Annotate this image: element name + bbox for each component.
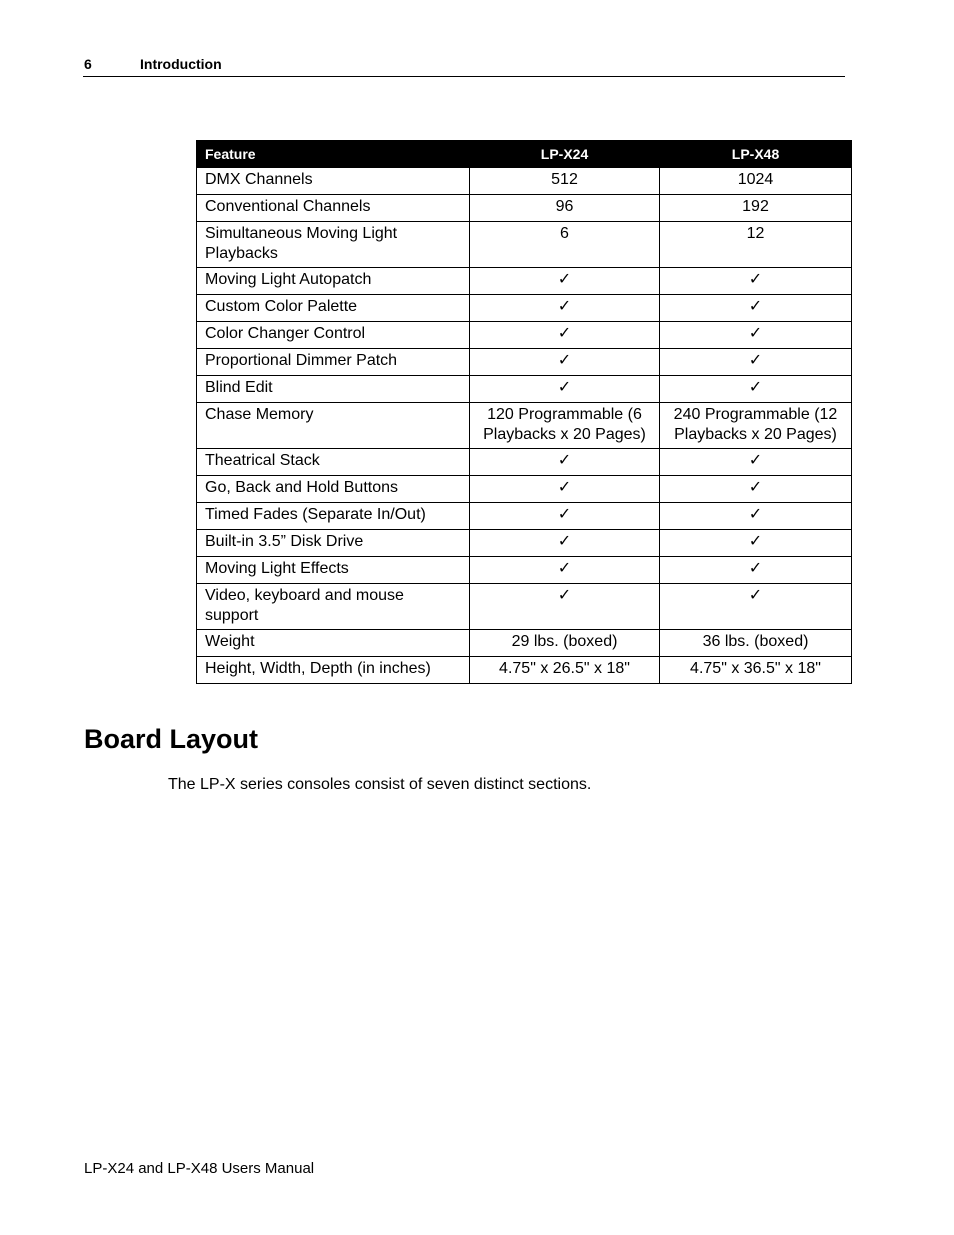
- feature-comparison-table: [196, 140, 852, 684]
- feature-cell: Theatrical Stack: [197, 449, 470, 476]
- lp-x48-cell: ✓: [660, 295, 852, 322]
- feature-cell: Video, keyboard and mouse support: [197, 584, 470, 630]
- table-row: [197, 403, 852, 449]
- table-header-row: [197, 141, 852, 168]
- table-row: [197, 349, 852, 376]
- table-row: [197, 195, 852, 222]
- lp-x48-cell: ✓: [660, 376, 852, 403]
- lp-x24-cell: 96: [470, 195, 660, 222]
- table-row: [197, 268, 852, 295]
- table-row: [197, 630, 852, 657]
- lp-x24-cell: 120 Programmable (6 Playbacks x 20 Pages): [470, 403, 660, 449]
- feature-cell: Conventional Channels: [197, 195, 470, 222]
- lp-x48-cell: ✓: [660, 503, 852, 530]
- lp-x48-cell: 1024: [660, 168, 852, 195]
- feature-cell: Built-in 3.5” Disk Drive: [197, 530, 470, 557]
- lp-x48-cell: 36 lbs. (boxed): [660, 630, 852, 657]
- table-row: [197, 295, 852, 322]
- feature-cell: Weight: [197, 630, 470, 657]
- section-intro: The LP-X series consoles consist of seven distinct sections.: [168, 776, 592, 793]
- lp-x48-cell: ✓: [660, 268, 852, 295]
- table-row: [197, 557, 852, 584]
- lp-x24-cell: ✓: [470, 268, 660, 295]
- lp-x24-cell: 4.75" x 26.5" x 18": [470, 657, 660, 684]
- lp-x48-cell: ✓: [660, 557, 852, 584]
- lp-x24-cell: ✓: [470, 584, 660, 630]
- lp-x24-cell: 29 lbs. (boxed): [470, 630, 660, 657]
- lp-x24-cell: ✓: [470, 449, 660, 476]
- feature-cell: Blind Edit: [197, 376, 470, 403]
- lp-x24-cell: ✓: [470, 376, 660, 403]
- lp-x24-cell: 512: [470, 168, 660, 195]
- feature-cell: Simultaneous Moving Light Playbacks: [197, 222, 470, 268]
- lp-x48-cell: ✓: [660, 349, 852, 376]
- feature-cell: Timed Fades (Separate In/Out): [197, 503, 470, 530]
- lp-x48-cell: 12: [660, 222, 852, 268]
- lp-x24-cell: 6: [470, 222, 660, 268]
- feature-cell: Color Changer Control: [197, 322, 470, 349]
- page-footer: LP-X24 and LP-X48 Users Manual: [84, 1160, 315, 1177]
- lp-x24-cell: ✓: [470, 503, 660, 530]
- lp-x48-cell: ✓: [660, 322, 852, 349]
- lp-x24-cell: ✓: [470, 349, 660, 376]
- page-number: 6: [84, 56, 92, 72]
- lp-x24-cell: ✓: [470, 557, 660, 584]
- table-row: [197, 503, 852, 530]
- feature-cell: DMX Channels: [197, 168, 470, 195]
- lp-x48-cell: 240 Programmable (12 Playbacks x 20 Pages): [660, 403, 852, 449]
- lp-x24-cell: ✓: [470, 476, 660, 503]
- table-row: [197, 449, 852, 476]
- table-row: [197, 657, 852, 684]
- table-row: [197, 530, 852, 557]
- page-header: [83, 55, 845, 77]
- lp-x48-cell: 4.75" x 36.5" x 18": [660, 657, 852, 684]
- feature-cell: Height, Width, Depth (in inches): [197, 657, 470, 684]
- column-header-feature: Feature: [197, 141, 470, 168]
- table-row: [197, 476, 852, 503]
- column-header-lp-x48: LP-X48: [660, 141, 852, 168]
- table-row: [197, 376, 852, 403]
- lp-x48-cell: ✓: [660, 584, 852, 630]
- table-row: [197, 168, 852, 195]
- header-section-name: Introduction: [140, 56, 222, 72]
- lp-x24-cell: ✓: [470, 295, 660, 322]
- lp-x48-cell: ✓: [660, 449, 852, 476]
- feature-cell: Proportional Dimmer Patch: [197, 349, 470, 376]
- lp-x48-cell: ✓: [660, 476, 852, 503]
- feature-cell: Go, Back and Hold Buttons: [197, 476, 470, 503]
- lp-x48-cell: ✓: [660, 530, 852, 557]
- section-title: Board Layout: [84, 724, 259, 754]
- lp-x48-cell: 192: [660, 195, 852, 222]
- feature-cell: Moving Light Autopatch: [197, 268, 470, 295]
- feature-cell: Custom Color Palette: [197, 295, 470, 322]
- feature-cell: Moving Light Effects: [197, 557, 470, 584]
- lp-x24-cell: ✓: [470, 322, 660, 349]
- table-row: [197, 584, 852, 630]
- table-body: [197, 168, 852, 684]
- column-header-lp-x24: LP-X24: [470, 141, 660, 168]
- table-row: [197, 322, 852, 349]
- feature-cell: Chase Memory: [197, 403, 470, 449]
- lp-x24-cell: ✓: [470, 530, 660, 557]
- table-row: [197, 222, 852, 268]
